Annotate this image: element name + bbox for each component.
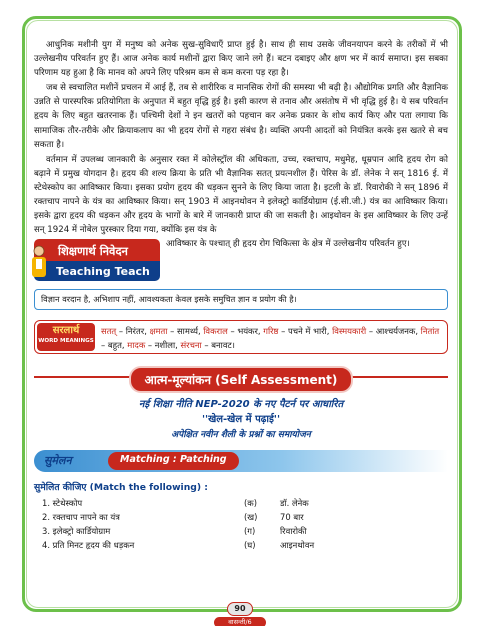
table-row [34,496,448,510]
vocab-meaning: बहुत [107,340,122,351]
vocab-meaning: भयंकर [237,326,258,337]
row-left: स्टेथेस्कोप [52,497,83,508]
teaching-title-en: Teaching Teach [34,261,160,281]
note-box: विज्ञान वरदान है, अभिशाप नहीं, आवश्यकता केवल इसके समुचित ज्ञान व प्रयोग की है। [34,289,448,310]
vocab-meaning: नशीला [154,340,176,351]
row-number: 3. [42,525,50,536]
word-meanings-tag [37,323,95,351]
vocab-word: गरिष्ठ [263,326,279,337]
paragraph-1: आधुनिक मशीनी युग में मनुष्य को अनेक सुख-सुविधाएँ प्राप्त हुई है। साथ ही साथ उसके जीवनयापन करने के तरीकों में भी उल्लेखनीय परिवर्तन हुए हैं। आज अनेक कार्य मशीनों द्वारा किए जाने लगे हैं। बटन दबाइए और क्षण भर में कार्य समाप्त। इस सबका परिणाम यह हुआ है कि मानव को अपने लिए परिश्रम कम से कम करना पड़ रहा है। [34,40,448,79]
row-left: इलेक्ट्रो कार्डियोग्राम [52,525,111,536]
teaching-badge [34,239,160,283]
teaching-continuation: आविष्कार के पश्चात् ही हृदय रोग चिकित्सा के क्षेत्र में उल्लेखनीय परिवर्तन हुए। [166,239,410,250]
vocab-meaning: बनावट। [211,340,235,351]
row-key: (घ) [244,539,256,550]
matching-label: Matching : Patching [108,452,239,470]
vocab-word: मादक [127,340,146,351]
word-meanings-list: सतत् – निरंतर, क्षमता – सामर्थ्य, विकराल – भयंकर, गरिष्ठ – पचने में भारी, विस्मयकारी – आश्चर्यजनक, नितांत – बहुत, मादक – नशीला, संरचना – बनावट। [101,326,440,351]
teaching-title-hi: शिक्षणार्थ निवेदन [34,239,160,263]
matching-instruction [34,480,448,493]
paragraph-3: वर्तमान में उपलब्ध जानकारी के अनुसार रक्त में कोलेस्ट्रॉल की अधिकता, उच्च, रक्तचाप, मधुमेह, धूम्रपान आदि हृदय रोग को बढ़ाने में प्रमुख योगदान है। हृदय की शल्य क्रिया के प्रति भी वैज्ञानिक सतत् प्रयत्नशील हैं। पेरिस के डॉ. लेनेक ने सन् 1816 ई. में स्टेथेस्कोप का आविष्कार किया। इसका प्रयोग हृदय की धड़कन सुनने के लिए किया जाता है। इटली के डॉ. रिवारोकी ने सन् 1896 में रक्तचाप नापने के यंत्र का आविष्कार किया। सन् 1903 में आइनथोवन ने इलेक्ट्रो कार्डियोग्राम (ई.सी.जी.) यंत्र का आविष्कार किया। इसके द्वारा हृदय की धड़कन और हृदय के भागों के बारे में जानकारी प्राप्त की जा सकती है। आइथोवन के इस आविष्कार के लिए उन्हें सन् 1924 में नोबेल पुरस्कार दिया गया, क्योंकि इस यंत्र के [34,154,448,236]
vocab-meaning: पचने में भारी [288,326,327,337]
page-footer [190,596,290,626]
word-meanings-tag-hi: सरलार्थ [52,325,80,337]
table-row [34,510,448,524]
teaching-section [34,237,448,287]
vocab-meaning: निरंतर [125,326,145,337]
row-key: (ग) [244,525,256,536]
row-number: 2. [42,511,50,522]
vocab-meaning: सामर्थ्य [177,326,198,337]
row-right: डॉ. लेनेक [280,497,309,508]
row-left: प्रति मिनट हृदय की धड़कन [52,539,135,550]
expected-style-subtitle: अपेक्षित नवीन शैली के प्रश्नों का समायोजन [171,430,311,441]
vocab-word: विस्मयकारी [332,326,367,337]
instruction-hi: सुमेलित कीजिए [34,482,87,494]
vocab-word: सतत् [101,326,117,337]
word-meanings-tag-en: WORD MEANINGS [38,338,94,345]
row-key: (क) [244,497,257,508]
vocab-word: नितांत [420,326,440,337]
row-number: 4. [42,539,50,550]
nep-subtitle: नई शिक्षा नीति NEP-2020 के नए पैटर्न पर आधारित [138,399,344,411]
vocab-meaning: आश्चर्यजनक [375,326,416,337]
paragraph-2: जब से स्वचालित मशीनें प्रचलन में आई हैं, तब से शारीरिक व मानसिक रोगों की समस्या भी बढ़ी है। औद्योगिक प्रगति और वैज्ञानिक उन्नति से पारस्परिक प्रतियोगिता के अनुपात में बहुत वृद्धि हुई है। इसी कारण से तनाव और असंतोष में भी वृद्धि हुई है। ये सब परिवर्तन हृदय के लिए बहुत खतरनाक हैं। पश्चिमी देशों ने इन खतरों को पहचान कर अनेक प्रकार के शोध कार्य किए और पता लगाया कि सामाजिक तौर-तरीके और क्रियाकलाप का भी हृदय रोगों से गहरा संबंध है। व्यक्ति अपनी आदतों को नियंत्रित करके इस खतरे से बच सकता है। [34,83,448,150]
row-right: 70 बार [280,511,304,522]
teacher-icon [28,245,50,279]
matching-header [34,450,448,472]
vocab-word: विकराल [203,326,228,337]
instruction-en: (Match the following) : [89,482,208,494]
khel-subtitle: ''खेल-खेल में पढ़ाई'' [201,414,281,426]
row-right: आइनथोवन [280,539,315,550]
matching-table [34,496,448,552]
row-key: (ख) [244,511,258,522]
row-left: रक्तचाप नापने का यंत्र [52,511,120,522]
vocab-word: संरचना [180,340,202,351]
row-number: 1. [42,497,50,508]
matching-banner [34,450,448,472]
row-right: रिवारोकी [280,525,307,536]
page-number: 90 [227,602,253,616]
word-meanings-box [34,320,448,354]
class-label: वासन्ती/6 [214,617,266,626]
table-row [34,538,448,552]
page-content [34,38,448,552]
self-assessment-title: आत्म-मूल्यांकन (Self Assessment) [129,366,354,393]
vocab-word: क्षमता [149,326,168,337]
table-row [34,524,448,538]
self-assessment-header [34,366,448,388]
matching-name: सुमेलन [44,454,72,468]
